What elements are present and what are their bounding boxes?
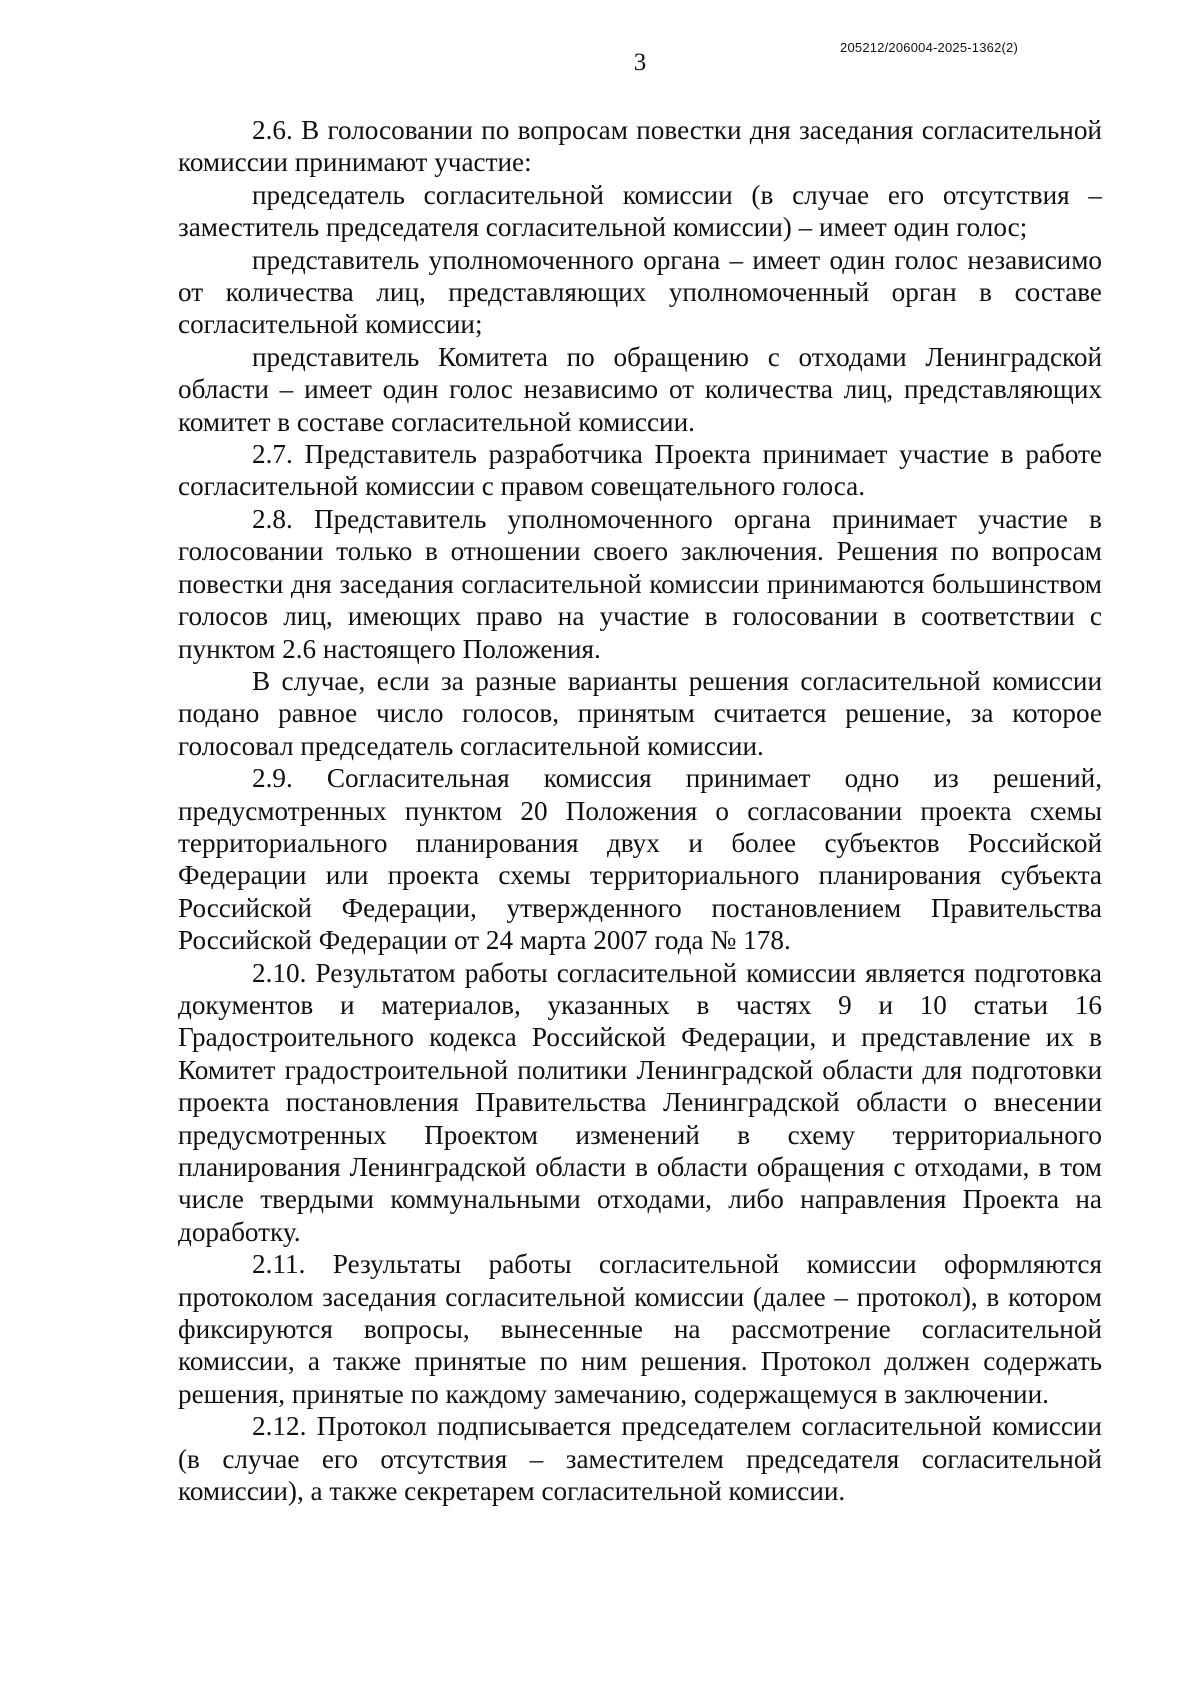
paragraph-2-12: 2.12. Протокол подписывается председателем согласительной комиссии (в случае его отсутствия – заместителем председателя согласительной комиссии), а также секретарем согласительной комиссии.	[178, 1411, 1102, 1507]
paragraph-2-8: 2.8. Представитель уполномоченного органа принимает участие в голосовании только в отношении своего заключения. Решения по вопросам повестки дня заседания согласительной комиссии принимаются большинством голосов лиц, имеющих право на участие в голосовании в соответствии с пунктом 2.6 настоящего Положения.	[178, 503, 1102, 664]
document-body	[178, 114, 1102, 1507]
paragraph-2-7: 2.7. Представитель разработчика Проекта принимает участие в работе согласительной комиссии с правом совещательного голоса.	[178, 439, 1102, 502]
document-id: 205212/206004-2025-1362(2)	[840, 40, 1018, 55]
paragraph-committee-vote: представитель Комитета по обращению с отходами Ленинградской области – имеет один голос независимо от количества лиц, представляющих комитет в составе согласительной комиссии.	[178, 341, 1102, 437]
paragraph-2-9: 2.9. Согласительная комиссия принимает одно из решений, предусмотренных пунктом 20 Положения о согласовании проекта схемы территориального планирования двух и более субъектов Российской Федерации или проекта схемы территориального планирования субъекта Российской Федерации, утвержденного постановлением Правительства Российской Федерации от 24 марта 2007 года № 178.	[178, 763, 1102, 956]
paragraph-2-10: 2.10. Результатом работы согласительной комиссии является подготовка документов и материалов, указанных в частях 9 и 10 статьи 16 Градостроительного кодекса Российской Федерации, и представление их в Комитет градостроительной политики Ленинградской области для подготовки проекта постановления Правительства Ленинградской области о внесении предусмотренных Проектом изменений в схему территориального планирования Ленинградской области в области обращения с отходами, в том числе твердыми коммунальными отходами, либо направления Проекта на доработку.	[178, 957, 1102, 1247]
paragraph-authority-vote: представитель уполномоченного органа – имеет один голос независимо от количества лиц, представляющих уполномоченный орган в составе согласительной комиссии;	[178, 244, 1102, 340]
paragraph-2-6: 2.6. В голосовании по вопросам повестки дня заседания согласительной комиссии принимают участие:	[178, 115, 1102, 178]
page-number: 3	[633, 49, 647, 76]
paragraph-tie-vote: В случае, если за разные варианты решения согласительной комиссии подано равное число голосов, принятым считается решение, за которое голосовал председатель согласительной комиссии.	[178, 665, 1102, 761]
paragraph-2-11: 2.11. Результаты работы согласительной комиссии оформляются протоколом заседания согласительной комиссии (далее – протокол), в котором фиксируются вопросы, вынесенные на рассмотрение согласительной комиссии, а также принятые по ним решения. Протокол должен содержать решения, принятые по каждому замечанию, содержащемуся в заключении.	[178, 1249, 1102, 1409]
paragraph-chairman-vote: председатель согласительной комиссии (в случае его отсутствия – заместитель председателя согласительной комиссии) – имеет один голос;	[178, 179, 1102, 243]
